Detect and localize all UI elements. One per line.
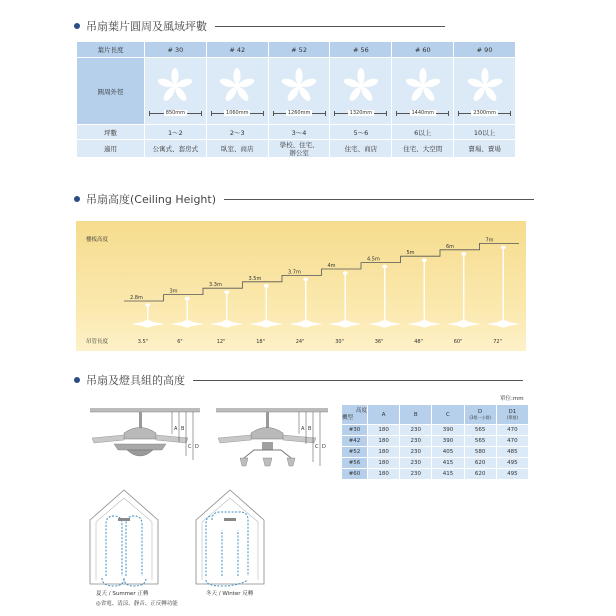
height-label: 6m (446, 243, 455, 250)
section-header-combo (74, 371, 523, 389)
table-row (342, 405, 529, 425)
canopy (501, 246, 506, 250)
fan-blade (176, 77, 193, 89)
fan-blade (357, 68, 364, 84)
height-label: 7m (485, 237, 494, 244)
table-row: #30 180 230 390 565 470 (342, 425, 529, 436)
ceiling-step-line (124, 243, 519, 301)
dim-label: D (195, 444, 199, 450)
fan-blade (404, 77, 421, 89)
fan-blade (343, 77, 360, 89)
fan-silhouette (447, 320, 481, 328)
row-label: 圓周外徑 (77, 58, 145, 125)
header-cell-model: 高度 機型 (342, 405, 368, 425)
rod-length: 30" (335, 339, 344, 345)
fan-silhouette (210, 320, 244, 328)
canopy (303, 278, 308, 282)
height-label: 3.3m (209, 282, 222, 289)
section-title: 吊扇及燈具組的高度 (86, 374, 185, 387)
fan-cell (330, 58, 392, 125)
fan-blade (238, 77, 255, 89)
fan-icon (155, 66, 195, 106)
size-cell: # 90 (454, 42, 516, 58)
fan-cell (454, 58, 516, 125)
fan-blade (485, 77, 502, 89)
row-label: 適用 (77, 140, 145, 158)
fan-icon (465, 66, 505, 106)
height-label: 3m (169, 288, 178, 295)
ping-cell: 3～4 (268, 125, 330, 140)
header-cell: D1 (單燈) (496, 405, 528, 425)
table-row (77, 42, 516, 58)
dimension-line: 850mm (149, 110, 202, 116)
section-title: 吊扇高度(Ceiling Height) (86, 193, 217, 206)
canopy (382, 265, 387, 269)
fan-silhouette (170, 320, 204, 328)
use-cell: 臥室、商店 (206, 140, 268, 158)
fan-blade (157, 77, 174, 89)
fan-silhouette (289, 320, 323, 328)
ping-cell: 6以上 (392, 125, 454, 140)
use-cell: 公寓式、套房式 (145, 140, 207, 158)
rod-length: 6" (177, 339, 183, 345)
size-cell: # 42 (206, 42, 268, 58)
fan-combo-diagram (84, 400, 344, 605)
table-row (77, 125, 516, 140)
fan-hub (420, 83, 426, 89)
row-label: 葉片長度 (77, 42, 145, 58)
fan-blade (172, 68, 179, 84)
fan-silhouette (131, 320, 165, 328)
dimension-line: 1320mm (334, 110, 387, 116)
dimension-line: 2300mm (458, 110, 511, 116)
header-cell: A (368, 405, 400, 425)
bullet-icon (74, 196, 80, 202)
size-cell: # 30 (145, 42, 207, 58)
fan-cell (206, 58, 268, 125)
bullet-icon (74, 377, 80, 383)
dim-label: C (188, 444, 192, 450)
header-cell: D (3燈一小燈) (464, 405, 496, 425)
fan-blade (466, 77, 483, 89)
table-row (77, 140, 516, 158)
combo-height-table (341, 404, 529, 480)
canopy (264, 284, 269, 288)
height-label: 2.8m (130, 295, 143, 301)
fan-blade (219, 77, 236, 89)
fan-silhouette (486, 320, 520, 328)
fan-silhouette (328, 320, 362, 328)
fan-cell (392, 58, 454, 125)
fan-icon (341, 66, 381, 106)
dim-label: B (181, 426, 185, 432)
fan-silhouette (249, 320, 283, 328)
rod-length: 36" (374, 339, 384, 345)
light-bowl (127, 450, 153, 456)
fan-icon (279, 66, 319, 106)
table-row (77, 58, 516, 125)
rod-length: 24" (295, 339, 305, 345)
floor-height-label: 樓板高度 (86, 237, 109, 243)
house-outline (90, 490, 158, 584)
fan-blade (424, 77, 441, 89)
fan-hub (172, 83, 178, 89)
rod-length: 3.5" (137, 339, 149, 345)
dim-label: A (174, 426, 178, 432)
dim-label: B (308, 426, 312, 432)
height-label: 3.5m (248, 275, 262, 282)
dim-label: A (301, 426, 305, 432)
fan-silhouette (407, 320, 441, 328)
fan-blade (300, 77, 317, 89)
fan-blade (419, 68, 426, 84)
canopy (185, 297, 190, 301)
dimension-line: 1440mm (396, 110, 449, 116)
canopy (422, 258, 427, 262)
motor-housing (124, 428, 156, 440)
dim-label: D (322, 444, 326, 450)
section-header-ceiling (74, 190, 534, 208)
ping-cell: 5～6 (330, 125, 392, 140)
header-cell: B (400, 405, 432, 425)
height-label: 3.7m (288, 269, 301, 276)
header-cell: C (432, 405, 464, 425)
use-cell: 賣場、賣場 (454, 140, 516, 158)
fan-blade (362, 77, 379, 89)
size-cell: # 56 (330, 42, 392, 58)
dim-label: C (315, 444, 319, 450)
height-label: 4m (327, 263, 336, 269)
canopy (343, 271, 348, 275)
ceiling-height-diagram (76, 221, 526, 351)
stair-diagram (76, 221, 526, 351)
blade-size-table (76, 41, 516, 158)
fan-blade (281, 77, 298, 89)
fan-hub (234, 83, 240, 89)
height-label: 4.5m (367, 256, 380, 263)
canopy (145, 303, 150, 307)
bullet-icon (74, 23, 80, 29)
fan-blade (481, 68, 488, 84)
divider (215, 26, 445, 27)
fan-hub (358, 83, 364, 89)
table-row: #56 180 230 415 620 495 (342, 458, 529, 469)
rod-length: 48" (414, 339, 423, 345)
fan-icon (403, 66, 443, 106)
use-cell: 住宅、商店 (330, 140, 392, 158)
size-cell: # 52 (268, 42, 330, 58)
ping-cell: 10以上 (454, 125, 516, 140)
height-label: 5m (406, 250, 415, 257)
fan-silhouette (368, 320, 402, 328)
rod-length: 72" (493, 339, 502, 345)
divider (193, 380, 523, 381)
canopy (461, 252, 466, 256)
table-row: #60 180 230 415 620 495 (342, 469, 529, 480)
fan-blade (234, 68, 241, 84)
fan-cell (268, 58, 330, 125)
ping-cell: 2～3 (206, 125, 268, 140)
fan-hub (482, 83, 488, 89)
winter-caption: 冬天 / Winter 反轉 (206, 591, 254, 597)
features-caption: ◎省電、清涼、靜音、正反轉功能 (96, 601, 178, 607)
rod-length: 18" (256, 339, 265, 345)
table-row: #42 180 230 390 565 470 (342, 436, 529, 447)
ceiling-plate (90, 408, 200, 412)
section-title: 吊扇葉片圓周及風域坪數 (86, 20, 207, 33)
use-cell: 學校、住宅、 辦公室 (268, 140, 330, 158)
lamp-shade (240, 458, 248, 466)
row-label: 坪數 (77, 125, 145, 140)
divider (224, 199, 534, 200)
unit-label: 單位:mm (500, 396, 524, 402)
rod-length-label: 吊管長度 (86, 339, 109, 345)
dimension-line: 1060mm (211, 110, 264, 116)
rod-length: 12" (216, 339, 226, 345)
fan-icon (217, 66, 257, 106)
fan-blade (295, 68, 302, 84)
summer-caption: 夏天 / Summer 正轉 (96, 591, 149, 597)
fan-cell (145, 58, 207, 125)
fan-hub (296, 83, 302, 89)
use-cell: 住宅、大空間 (392, 140, 454, 158)
rod-length: 60" (453, 339, 463, 345)
section-header-blade (74, 17, 445, 35)
table-row: #52 180 230 405 580 485 (342, 447, 529, 458)
canopy (224, 290, 229, 294)
dimension-line: 1260mm (273, 110, 326, 116)
size-cell: # 60 (392, 42, 454, 58)
ping-cell: 1～2 (145, 125, 207, 140)
